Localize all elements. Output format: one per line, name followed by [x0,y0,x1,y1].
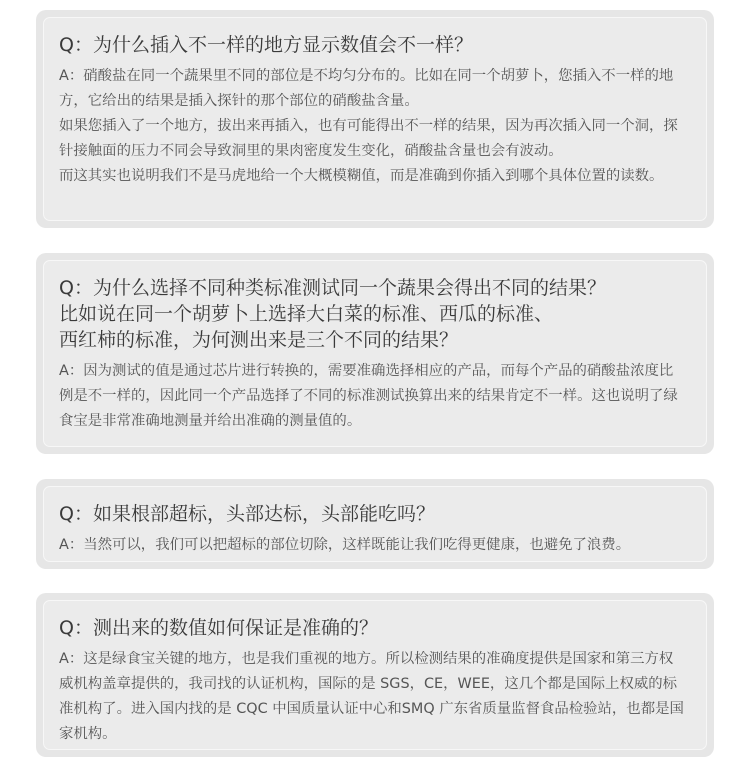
faq-question: Q：如果根部超标，头部达标，头部能吃吗？ [59,503,435,525]
answer-paragraph: A：硝酸盐在同一个蔬果里不同的部位是不均匀分布的。比如在同一个胡萝卜，您插入不一样的地方，它给出的结果是插入探针的那个部位的硝酸盐含量。 [59,68,674,109]
faq-question: Q：为什么选择不同种类标准测试同一个蔬果会得出不同的结果？ 比如说在同一个胡萝卜上选择大白菜的标准、西瓜的标准、 西红柿的标准，为何测出来是三个不同的结果？ [59,277,606,351]
faq-card [36,10,714,228]
faq-answer [59,64,684,189]
answer-paragraph: 如果您插入了一个地方，拔出来再插入，也有可能得出不一样的结果，因为再次插入同一个洞，探针接触面的压力不同会导致洞里的果肉密度发生变化，硝酸盐含量也会有波动。 [59,118,678,159]
answer-paragraph: A：这是绿食宝关键的地方，也是我们重视的地方。所以检测结果的准确度提供是国家和第三方权威机构盖章提供的，我司找的认证机构，国际的是 SGS，CE，WEE，这几个都是国际上权威的标准机构了。进入国内找的是 CQC 中国质量认证中心和SMQ 广东省质量监督食品检验站，也都是国家机构。 [59,651,684,742]
answer-paragraph: 而这其实也说明我们不是马虎地给一个大概模糊值，而是准确到你插入到哪个具体位置的读数。 [59,168,664,184]
faq-card-inner [43,486,707,562]
faq-answer [59,533,684,558]
faq-card [36,479,714,569]
faq-card [36,253,714,454]
faq-question: Q：测出来的数值如何保证是准确的？ [59,617,378,639]
faq-card [36,593,714,757]
answer-paragraph: A：当然可以，我们可以把超标的部位切除，这样既能让我们吃得更健康，也避免了浪费。 [59,537,631,553]
answer-paragraph: A：因为测试的值是通过芯片进行转换的，需要准确选择相应的产品，而每个产品的硝酸盐浓度比例是不一样的，因此同一个产品选择了不同的标准测试换算出来的结果肯定不一样。这也说明了绿食宝是非常准确地测量并给出准确的测量值的。 [59,363,678,429]
faq-answer [59,359,684,434]
faq-card-inner [43,600,707,750]
faq-card-inner [43,260,707,447]
faq-question: Q：为什么插入不一样的地方显示数值会不一样？ [59,34,473,56]
faq-answer [59,647,684,747]
faq-card-inner [43,17,707,221]
